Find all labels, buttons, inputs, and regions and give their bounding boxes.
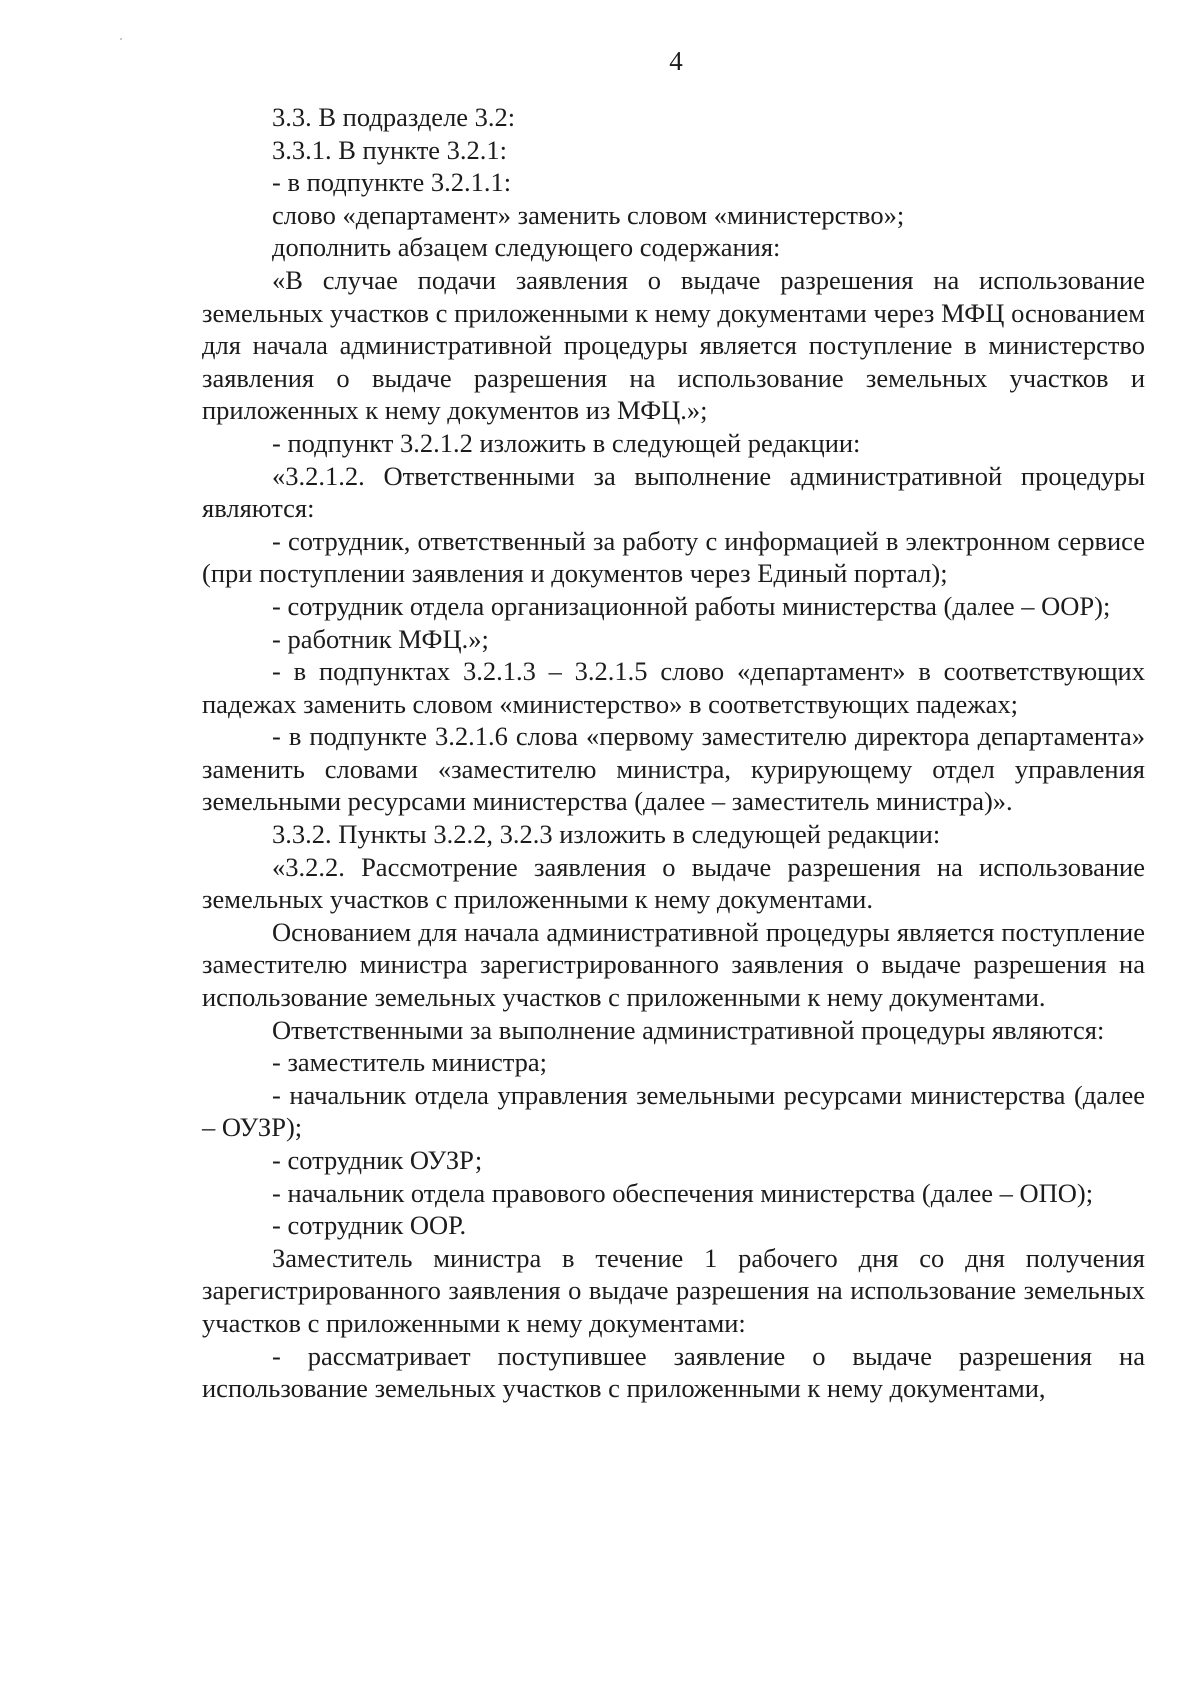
- paragraph: 3.3.1. В пункте 3.2.1:: [272, 134, 508, 165]
- paragraph: - сотрудник, ответственный за работу с информацией в электронном сервисе (при поступлении заявления и документов через Единый портал);: [202, 525, 1145, 589]
- paragraph: дополнить абзацем следующего содержания:: [272, 232, 781, 263]
- paragraph: Заместитель министра в течение 1 рабочего дня со дня получения зарегистрированного заявления о выдаче разрешения на использование земельных участков с приложенными к нему документами:: [202, 1242, 1145, 1338]
- paragraph: слово «департамент» заменить словом «министерство»;: [272, 199, 905, 230]
- paragraph: «3.2.2. Рассмотрение заявления о выдаче разрешения на использование земельных участков с приложенными к нему документами.: [202, 851, 1145, 915]
- document-body: [202, 101, 1145, 1405]
- paragraph: 3.3. В подразделе 3.2:: [272, 102, 516, 132]
- paragraph: - сотрудник ОУЗР;: [272, 1145, 483, 1175]
- page-number: 4: [669, 46, 683, 76]
- paragraph: - сотрудник ООР.: [272, 1210, 467, 1241]
- paragraph: - подпункт 3.2.1.2 изложить в следующей редакции:: [272, 427, 861, 458]
- paragraph: - в подпункте 3.2.1.6 слова «первому заместителю директора департамента» заменить словами «заместителю министра, курирующему отдел управления земельными ресурсами министерства (далее – заместитель министра)».: [202, 721, 1145, 817]
- paragraph: «В случае подачи заявления о выдаче разрешения на использование земельных участков с приложенными к нему документами через МФЦ основанием для начала административной процедуры является поступление в министерство заявления о выдаче разрешения на использование земельных участков и приложенных к нему документов из МФЦ.»;: [202, 264, 1145, 426]
- scan-dot: [120, 38, 122, 40]
- paragraph: Ответственными за выполнение административной процедуры являются:: [272, 1014, 1105, 1045]
- paragraph: - в подпунктах 3.2.1.3 – 3.2.1.5 слово «департамент» в соответствующих падежах заменить словом «министерство» в соответствующих падежах;: [202, 656, 1145, 719]
- paragraph: Основанием для начала административной процедуры является поступление заместителю министра зарегистрированного заявления о выдаче разрешения на использование земельных участков с приложенными к нему документами.: [202, 916, 1145, 1013]
- paragraph: - работник МФЦ.»;: [272, 623, 489, 654]
- paragraph: - рассматривает поступившее заявление о выдаче разрешения на использование земельных участков с приложенными к нему документами,: [202, 1340, 1145, 1404]
- paragraph: - заместитель министра;: [272, 1047, 548, 1078]
- paragraph: - в подпункте 3.2.1.1:: [272, 167, 512, 198]
- paragraph: «3.2.1.2. Ответственными за выполнение административной процедуры являются:: [202, 460, 1145, 524]
- paragraph: - начальник отдела правового обеспечения министерства (далее – ОПО);: [272, 1177, 1094, 1208]
- paragraph: - сотрудник отдела организационной работы министерства (далее – ООР);: [272, 590, 1111, 621]
- paragraph: 3.3.2. Пункты 3.2.2, 3.2.3 изложить в следующей редакции:: [272, 819, 941, 850]
- paragraph: - начальник отдела управления земельными ресурсами министерства (далее – ОУЗР);: [202, 1079, 1145, 1143]
